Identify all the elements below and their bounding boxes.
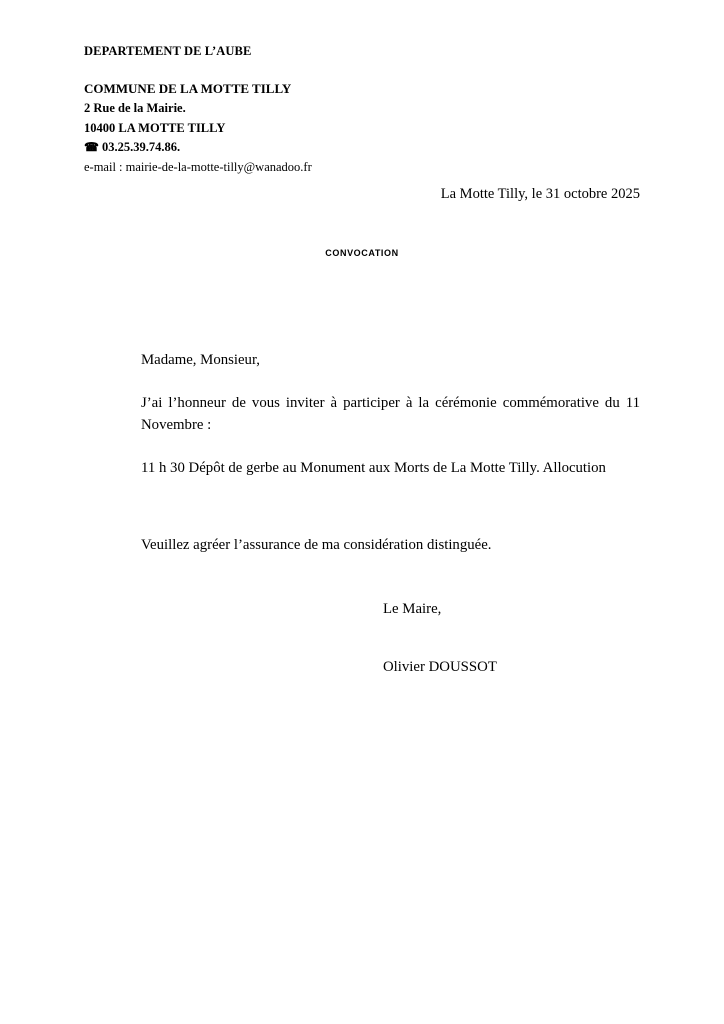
commune-address-block: [84, 79, 644, 178]
signature-title: Le Maire,: [383, 601, 442, 617]
address-city: 10400 LA MOTTE TILLY: [84, 120, 226, 135]
department-name: DEPARTEMENT DE L’AUBE: [84, 44, 252, 58]
phone-number: 03.25.39.74.86.: [101, 139, 181, 154]
body-paragraph-2: 11 h 30 Dépôt de gerbe au Monument aux Morts de La Motte Tilly. Allocution: [141, 460, 606, 477]
letter-body: [141, 350, 640, 556]
document-title: CONVOCATION: [325, 248, 399, 258]
telephone-icon: ☎: [84, 139, 99, 154]
phone-line: [84, 138, 644, 157]
signature-name: Olivier DOUSSOT: [383, 659, 497, 675]
salutation: Madame, Monsieur,: [141, 352, 260, 368]
email-line: e-mail : mairie-de-la-motte-tilly@wanadoo.fr: [84, 160, 312, 175]
closing-paragraph: Veuillez agréer l’assurance de ma considération distinguée.: [141, 536, 492, 553]
letterhead: [84, 44, 644, 178]
address-street: 2 Rue de la Mairie.: [84, 101, 186, 116]
body-paragraph-1: J’ai l’honneur de vous inviter à participer à la cérémonie commémorative du 11 Novembre :: [141, 395, 640, 433]
place-and-date: La Motte Tilly, le 31 octobre 2025: [440, 186, 640, 202]
commune-name: COMMUNE DE LA MOTTE TILLY: [84, 81, 292, 96]
